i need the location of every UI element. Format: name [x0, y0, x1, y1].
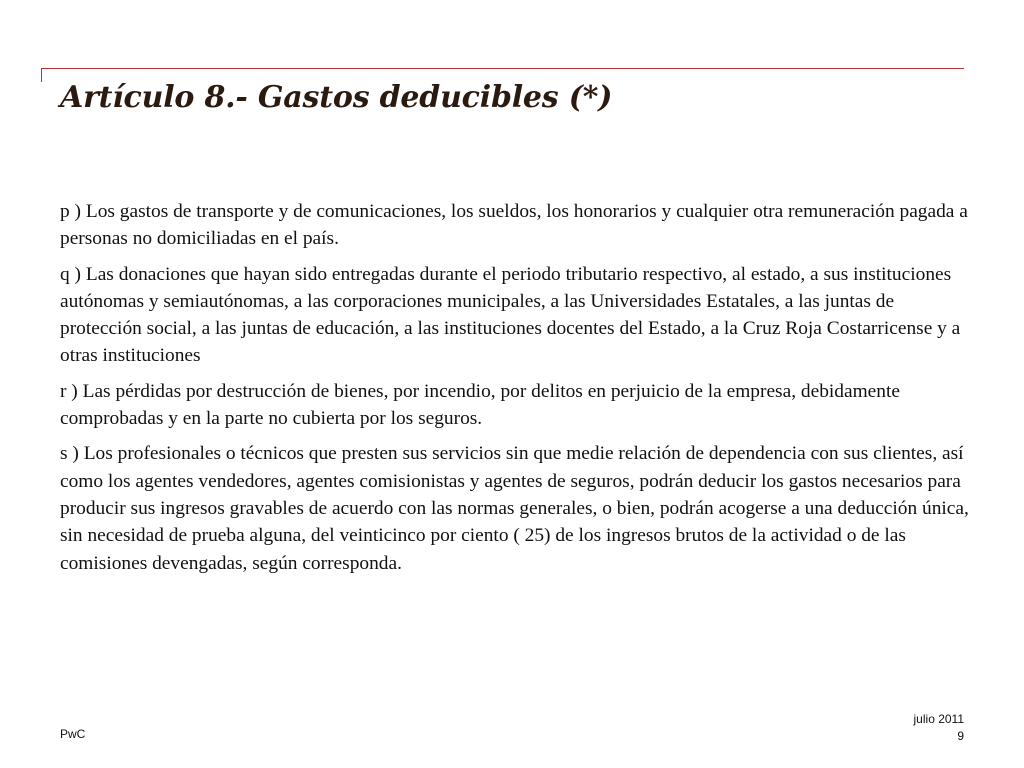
paragraph-r: r ) Las pérdidas por destrucción de bienes, por incendio, por delitos en perjuicio de la empresa, debidamente comprobadas y en la parte no cubierta por los seguros. — [60, 380, 900, 430]
slide-body — [60, 198, 975, 585]
footer-brand: PwC — [60, 727, 86, 741]
paragraph-q: q ) Las donaciones que hayan sido entregadas durante el periodo tributario respectivo, al estado, a sus instituciones autónomas y semiautónomas, a las corporaciones municipales, a las Universidades Estatales, a las juntas de protección social, a las juntas de educación, a las instituciones docentes del Estado, a la Cruz Roja Costarricense y a otras instituciones — [60, 263, 961, 367]
paragraph-p: p ) Los gastos de transporte y de comunicaciones, los sueldos, los honorarios y cualquier otra remuneración pagada a personas no domiciliadas en el país. — [60, 201, 968, 250]
footer-date: julio 2011 — [913, 712, 964, 726]
footer-meta — [914, 711, 964, 745]
title-rule-tick — [41, 68, 42, 82]
footer-page-number: 9 — [957, 729, 964, 743]
slide-title: Artículo 8.- Gastos deducibles (*) — [60, 80, 613, 115]
title-rule — [41, 68, 964, 69]
paragraph-s: s ) Los profesionales o técnicos que presten sus servicios sin que medie relación de dependencia con sus clientes, así como los agentes vendedores, agentes comisionistas y agentes de seguros, podrán deducir los gastos necesarios para producir sus ingresos gravables de acuerdo con las normas generales, o bien, podrán acogerse a una deducción única, sin necesidad de prueba alguna, del veinticinco por ciento ( 25) de los ingresos brutos de la actividad o de las comisiones devengadas, según corresponda. — [60, 443, 969, 574]
